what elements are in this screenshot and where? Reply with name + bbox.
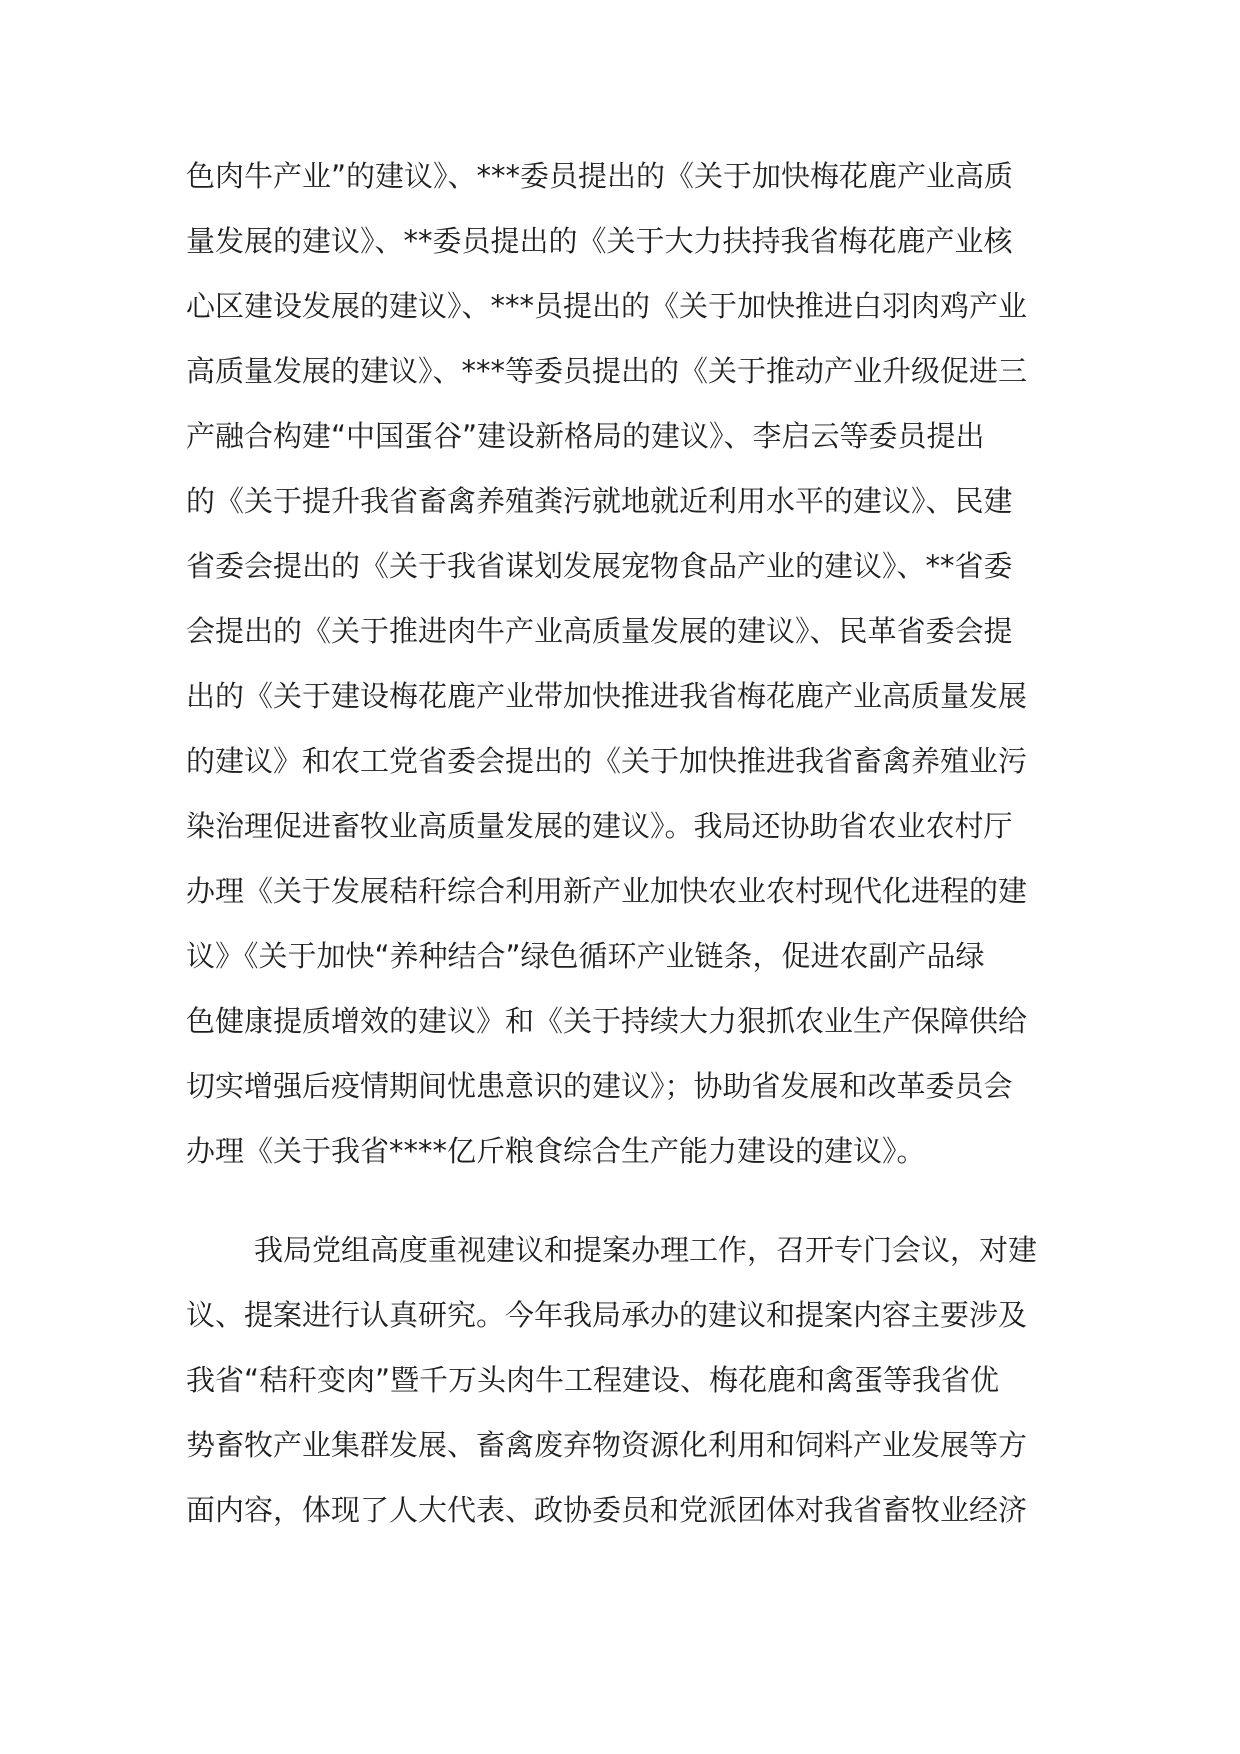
paragraph-1-line: 色肉牛产业”的建议》、***委员提出的《关于加快梅花鹿产业高质 bbox=[186, 159, 1014, 193]
paragraph-1-line: 的《关于提升我省畜禽养殖粪污就地就近利用水平的建议》、民建 bbox=[186, 484, 1013, 518]
paragraph-1-line: 切实增强后疫情期间忧患意识的建议》；协助省发展和改革委员会 bbox=[186, 1069, 1013, 1103]
paragraph-1-line: 的建议》和农工党省委会提出的《关于加快推进我省畜禽养殖业污 bbox=[186, 744, 1028, 778]
paragraph-1-line: 会提出的《关于推进肉牛产业高质量发展的建议》、民革省委会提 bbox=[186, 614, 1013, 648]
paragraph-2-line: 面内容，体现了人大代表、政协委员和党派团体对我省畜牧业经济 bbox=[186, 1493, 1028, 1527]
paragraph-2-line: 势畜牧产业集群发展、畜禽废弃物资源化利用和饲料产业发展等方 bbox=[186, 1428, 1028, 1462]
paragraph-1 bbox=[186, 144, 1066, 1184]
paragraph-2-line: 议、提案进行认真研究。今年我局承办的建议和提案内容主要涉及 bbox=[186, 1298, 1028, 1332]
paragraph-2 bbox=[186, 1218, 1066, 1543]
paragraph-1-line: 议》《关于加快“养种结合”绿色循环产业链条，促进农副产品绿 bbox=[186, 939, 985, 973]
paragraph-1-line: 心区建设发展的建议》、***员提出的《关于加快推进白羽肉鸡产业 bbox=[186, 289, 1028, 323]
paragraph-1-line: 办理《关于我省****亿斤粮食综合生产能力建设的建议》。 bbox=[186, 1134, 926, 1168]
paragraph-1-line: 高质量发展的建议》、***等委员提出的《关于推动产业升级促进三 bbox=[186, 354, 1028, 388]
paragraph-1-line: 染治理促进畜牧业高质量发展的建议》。我局还协助省农业农村厅 bbox=[186, 809, 1013, 843]
paragraph-1-line: 色健康提质增效的建议》和《关于持续大力狠抓农业生产保障供给 bbox=[186, 1004, 1028, 1038]
paragraph-1-line: 省委会提出的《关于我省谋划发展宠物食品产业的建议》、**省委 bbox=[186, 549, 1013, 583]
paragraph-1-line: 办理《关于发展秸秆综合利用新产业加快农业农村现代化进程的建 bbox=[186, 874, 1028, 908]
paragraph-1-line: 量发展的建议》、**委员提出的《关于大力扶持我省梅花鹿产业核 bbox=[186, 224, 1013, 258]
paragraph-2-line: 我局党组高度重视建议和提案办理工作，召开专门会议，对建 bbox=[254, 1233, 1038, 1267]
paragraph-1-line: 出的《关于建设梅花鹿产业带加快推进我省梅花鹿产业高质量发展 bbox=[186, 679, 1028, 713]
paragraph-1-line: 产融合构建“中国蛋谷”建设新格局的建议》、李启云等委员提出 bbox=[186, 419, 985, 453]
paragraph-2-line: 我省“秸秆变肉”暨千万头肉牛工程建设、梅花鹿和禽蛋等我省优 bbox=[186, 1363, 1000, 1397]
